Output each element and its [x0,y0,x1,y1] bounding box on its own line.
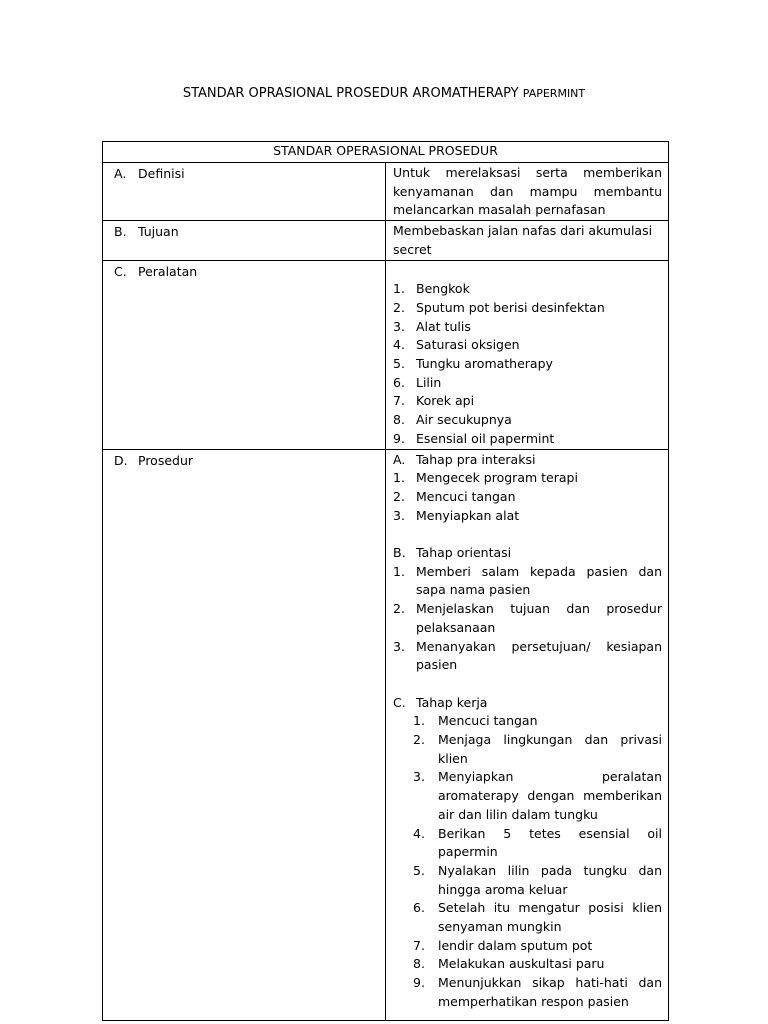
list-item [413,974,662,1011]
list-item-number: 3. [393,507,405,523]
list-item-number: 7. [393,393,405,409]
list-item [393,430,662,449]
definisi-text: Untuk merelaksasi serta memberikan kenyamanan dan mampu membantu melancarkan masalah pernafasan [393,165,662,218]
list-item [413,768,662,824]
list-item-text: Menjaga lingkungan dan privasi klien [438,732,662,766]
list-item [393,355,662,374]
list-item-text: Mencuci tangan [416,488,516,504]
row-peralatan [103,260,669,449]
list-item-text: Memberi salam kepada pasien dan sapa nama pasien [416,563,662,598]
list-item-text: Menjelaskan tujuan dan prosedur pelaksanaan [416,601,662,635]
list-item-text: Bengkok [416,281,470,297]
list-item-text: Mencuci tangan [438,713,538,729]
list-item [393,488,662,507]
list-item-text: Nyalakan lilin pada tungku dan hingga aroma keluar [438,862,662,897]
row-tujuan [103,221,669,260]
list-item-number: 2. [393,488,405,504]
list-item-text: Mengecek program terapi [416,470,578,486]
list-item-text: Sputum pot berisi desinfektan [416,299,605,315]
list-item-number: 2. [393,601,405,617]
list-item-text: Menyiapkan alat [416,507,520,523]
list-item [393,507,662,526]
section-label-peralatan: C. Peralatan [114,263,198,279]
list-item-number: 3. [393,318,405,334]
list-item-number: 7. [413,937,425,953]
list-item-number: 4. [393,337,405,353]
list-item-text: Esensial oil papermint [416,430,555,446]
list-item-number: 1. [413,713,425,729]
list-item-text: lendir dalam sputum pot [438,937,593,953]
list-item-number: 2. [393,299,405,315]
row-definisi [103,163,669,221]
list-item-number: 6. [413,900,425,916]
list-item-number: 4. [413,825,425,841]
list-item [393,299,662,318]
list-item [393,374,662,393]
list-item-number: 1. [393,563,405,579]
list-item [413,731,662,768]
list-item [413,937,662,956]
list-item [413,825,662,862]
list-item-number: 9. [393,430,405,446]
document-title-tail: PAPERMINT [522,87,586,100]
document-title [0,86,768,101]
table-header: STANDAR OPERASIONAL PROSEDUR [103,142,669,163]
list-item-number: 1. [393,281,405,297]
list-item-number: 5. [413,862,425,878]
list-item-number: 8. [393,412,405,428]
list-item-text: Air secukupnya [416,412,512,428]
list-item-number: 9. [413,975,425,991]
list-item-text: Korek api [416,393,475,409]
list-item-text: Berikan 5 tetes esensial oil papermin [438,825,662,860]
list-item [393,280,662,299]
list-item-text: Setelah itu mengatur posisi klien senyaman mungkin [438,900,662,935]
list-item-text: Alat tulis [416,318,471,334]
list-item [393,638,662,675]
section-label-definisi: A. Definisi [114,166,185,181]
list-item [393,318,662,337]
sop-table [102,141,669,1021]
list-item [393,411,662,430]
list-item-text: Tungku aromatherapy [416,356,553,372]
list-item-number: 8. [413,956,425,972]
row-prosedur [103,449,669,1020]
list-item [413,712,662,731]
list-item [413,862,662,899]
list-item [393,469,662,488]
list-item [393,563,662,600]
list-item [413,955,662,974]
orientasi-list [393,563,662,675]
stage-pra-interaksi: A. Tahap pra interaksi [393,451,536,467]
list-item-number: 6. [393,374,405,390]
pra-interaksi-list [393,469,662,525]
list-item-number: 1. [393,470,405,486]
list-item-text: Lilin [416,374,442,390]
kerja-list [393,712,662,1011]
peralatan-list [393,280,662,448]
list-item [413,899,662,936]
list-item-text: Menunjukkan sikap hati-hati dan memperhatikan respon pasien [438,975,662,1009]
stage-kerja: C. Tahap kerja [393,694,488,710]
list-item-number: 3. [393,638,405,654]
section-label-tujuan: B. Tujuan [114,224,179,240]
list-item [393,600,662,637]
list-item-number: 3. [413,769,425,785]
list-item-number: 5. [393,356,405,372]
list-item-text: Melakukan auskultasi paru [438,956,605,972]
list-item-text: Saturasi oksigen [416,337,520,353]
tujuan-text: Membebaskan jalan nafas dari akumulasi secret [393,223,653,257]
list-item [393,392,662,411]
section-label-prosedur: D. Prosedur [114,452,194,468]
stage-orientasi: B. Tahap orientasi [393,545,512,561]
list-item-text: Menyiapkan peralatan aromaterapy dengan memberikan air dan lilin dalam tungku [438,769,662,822]
list-item [393,336,662,355]
document-title-main: STANDAR OPRASIONAL PROSEDUR AROMATHERAPY [182,86,519,101]
list-item-number: 2. [413,732,425,748]
list-item-text: Menanyakan persetujuan/ kesiapan pasien [416,638,662,673]
